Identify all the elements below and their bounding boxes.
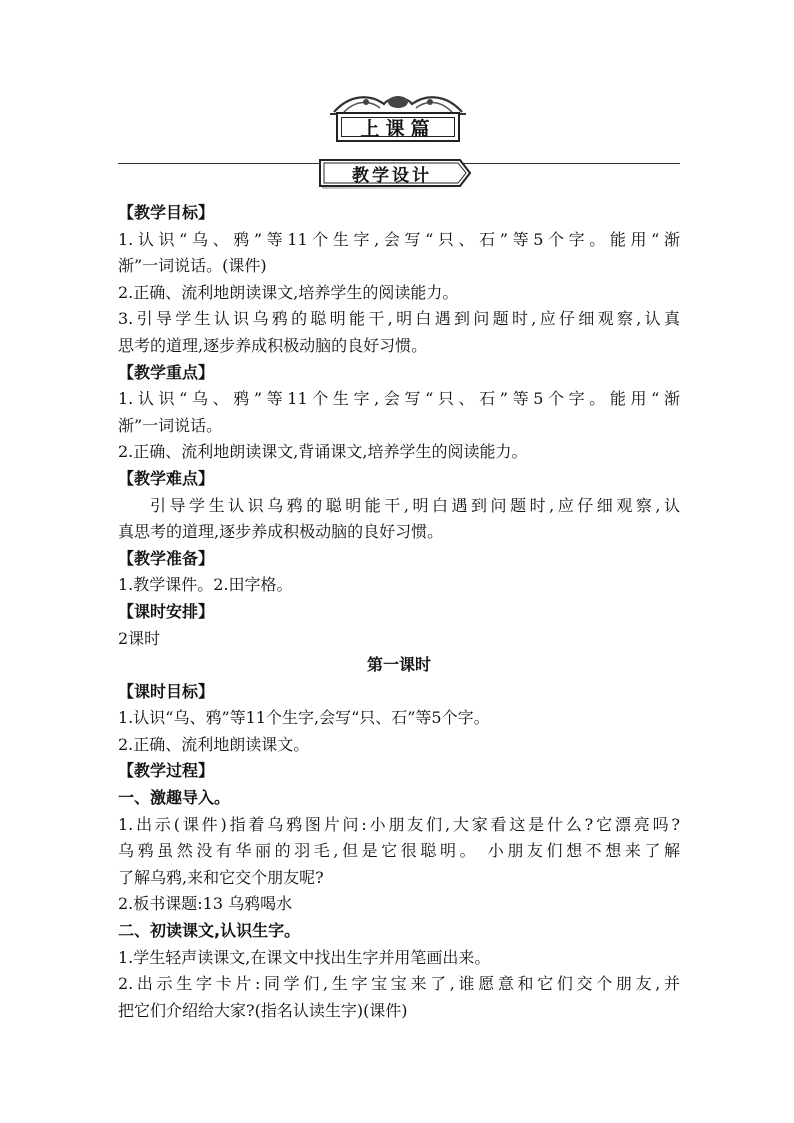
text-line: 1.认识“乌、鸦”等11个生字,会写“只、石”等5个字。能用“渐 <box>118 229 680 249</box>
section-heading: 【教学重点】 <box>118 362 215 382</box>
text-line: 3.引导学生认识乌鸦的聪明能干,明白遇到问题时,应仔细观察,认真 <box>118 309 680 329</box>
section-heading: 【教学过程】 <box>118 761 215 781</box>
text-line: 了解乌鸦,来和它交个朋友呢? <box>118 867 324 887</box>
text-line: 引导学生认识乌鸦的聪明能干,明白遇到问题时,应仔细观察,认 <box>150 495 680 515</box>
page-title-text: 上课篇 <box>360 117 436 140</box>
lesson-plan-body <box>118 200 680 1024</box>
section-heading: 【教学准备】 <box>118 548 215 568</box>
section-heading: 【课时安排】 <box>118 601 215 621</box>
section-heading: 【课时目标】 <box>118 681 215 701</box>
text-line: 2.板书课题:13 乌鸦喝水 <box>118 894 293 914</box>
text-line: 2.正确、流利地朗读课文,培养学生的阅读能力。 <box>118 282 459 302</box>
text-line: 1.教学课件。2.田字格。 <box>118 575 293 595</box>
text-line: 乌鸦虽然没有华丽的羽毛,但是它很聪明。 小朋友们想不想来了解 <box>118 841 680 861</box>
text-line: 渐”一词说话。 <box>118 415 223 435</box>
text-line: 渐”一词说话。(课件) <box>118 256 267 276</box>
section-heading: 【教学难点】 <box>118 468 215 488</box>
section-heading: 【教学目标】 <box>118 203 215 222</box>
lesson-subtitle: 第一课时 <box>366 655 431 675</box>
text-line: 思考的道理,逐步养成积极动脑的良好习惯。 <box>118 335 428 355</box>
text-line: 2.正确、流利地朗读课文。 <box>118 734 310 754</box>
header-banner <box>0 0 794 200</box>
text-line: 1.学生轻声读课文,在课文中找出生字并用笔画出来。 <box>118 947 491 967</box>
section-heading: 二、初读课文,认识生字。 <box>118 921 301 941</box>
text-line: 1.认识“乌、鸦”等11个生字,会写“只、石”等5个字。能用“渐 <box>118 389 680 409</box>
page-title <box>336 112 460 142</box>
section-tab-label: 教学设计 <box>352 165 432 186</box>
text-line: 2.出示生字卡片:同学们,生字宝宝来了,谁愿意和它们交个朋友,并 <box>118 974 680 994</box>
section-heading: 一、激趣导入。 <box>118 788 231 808</box>
text-line: 1.出示(课件)指着乌鸦图片问:小朋友们,大家看这是什么?它漂亮吗? <box>118 814 680 834</box>
text-line: 2.正确、流利地朗读课文,背诵课文,培养学生的阅读能力。 <box>118 442 528 462</box>
text-line: 1.认识“乌、鸦”等11个生字,会写“只、石”等5个字。 <box>118 708 490 728</box>
text-line: 把它们介绍给大家?(指名认读生字)(课件) <box>118 1000 408 1020</box>
text-line: 2课时 <box>118 628 161 648</box>
text-line: 真思考的道理,逐步养成积极动脑的良好习惯。 <box>118 522 444 542</box>
